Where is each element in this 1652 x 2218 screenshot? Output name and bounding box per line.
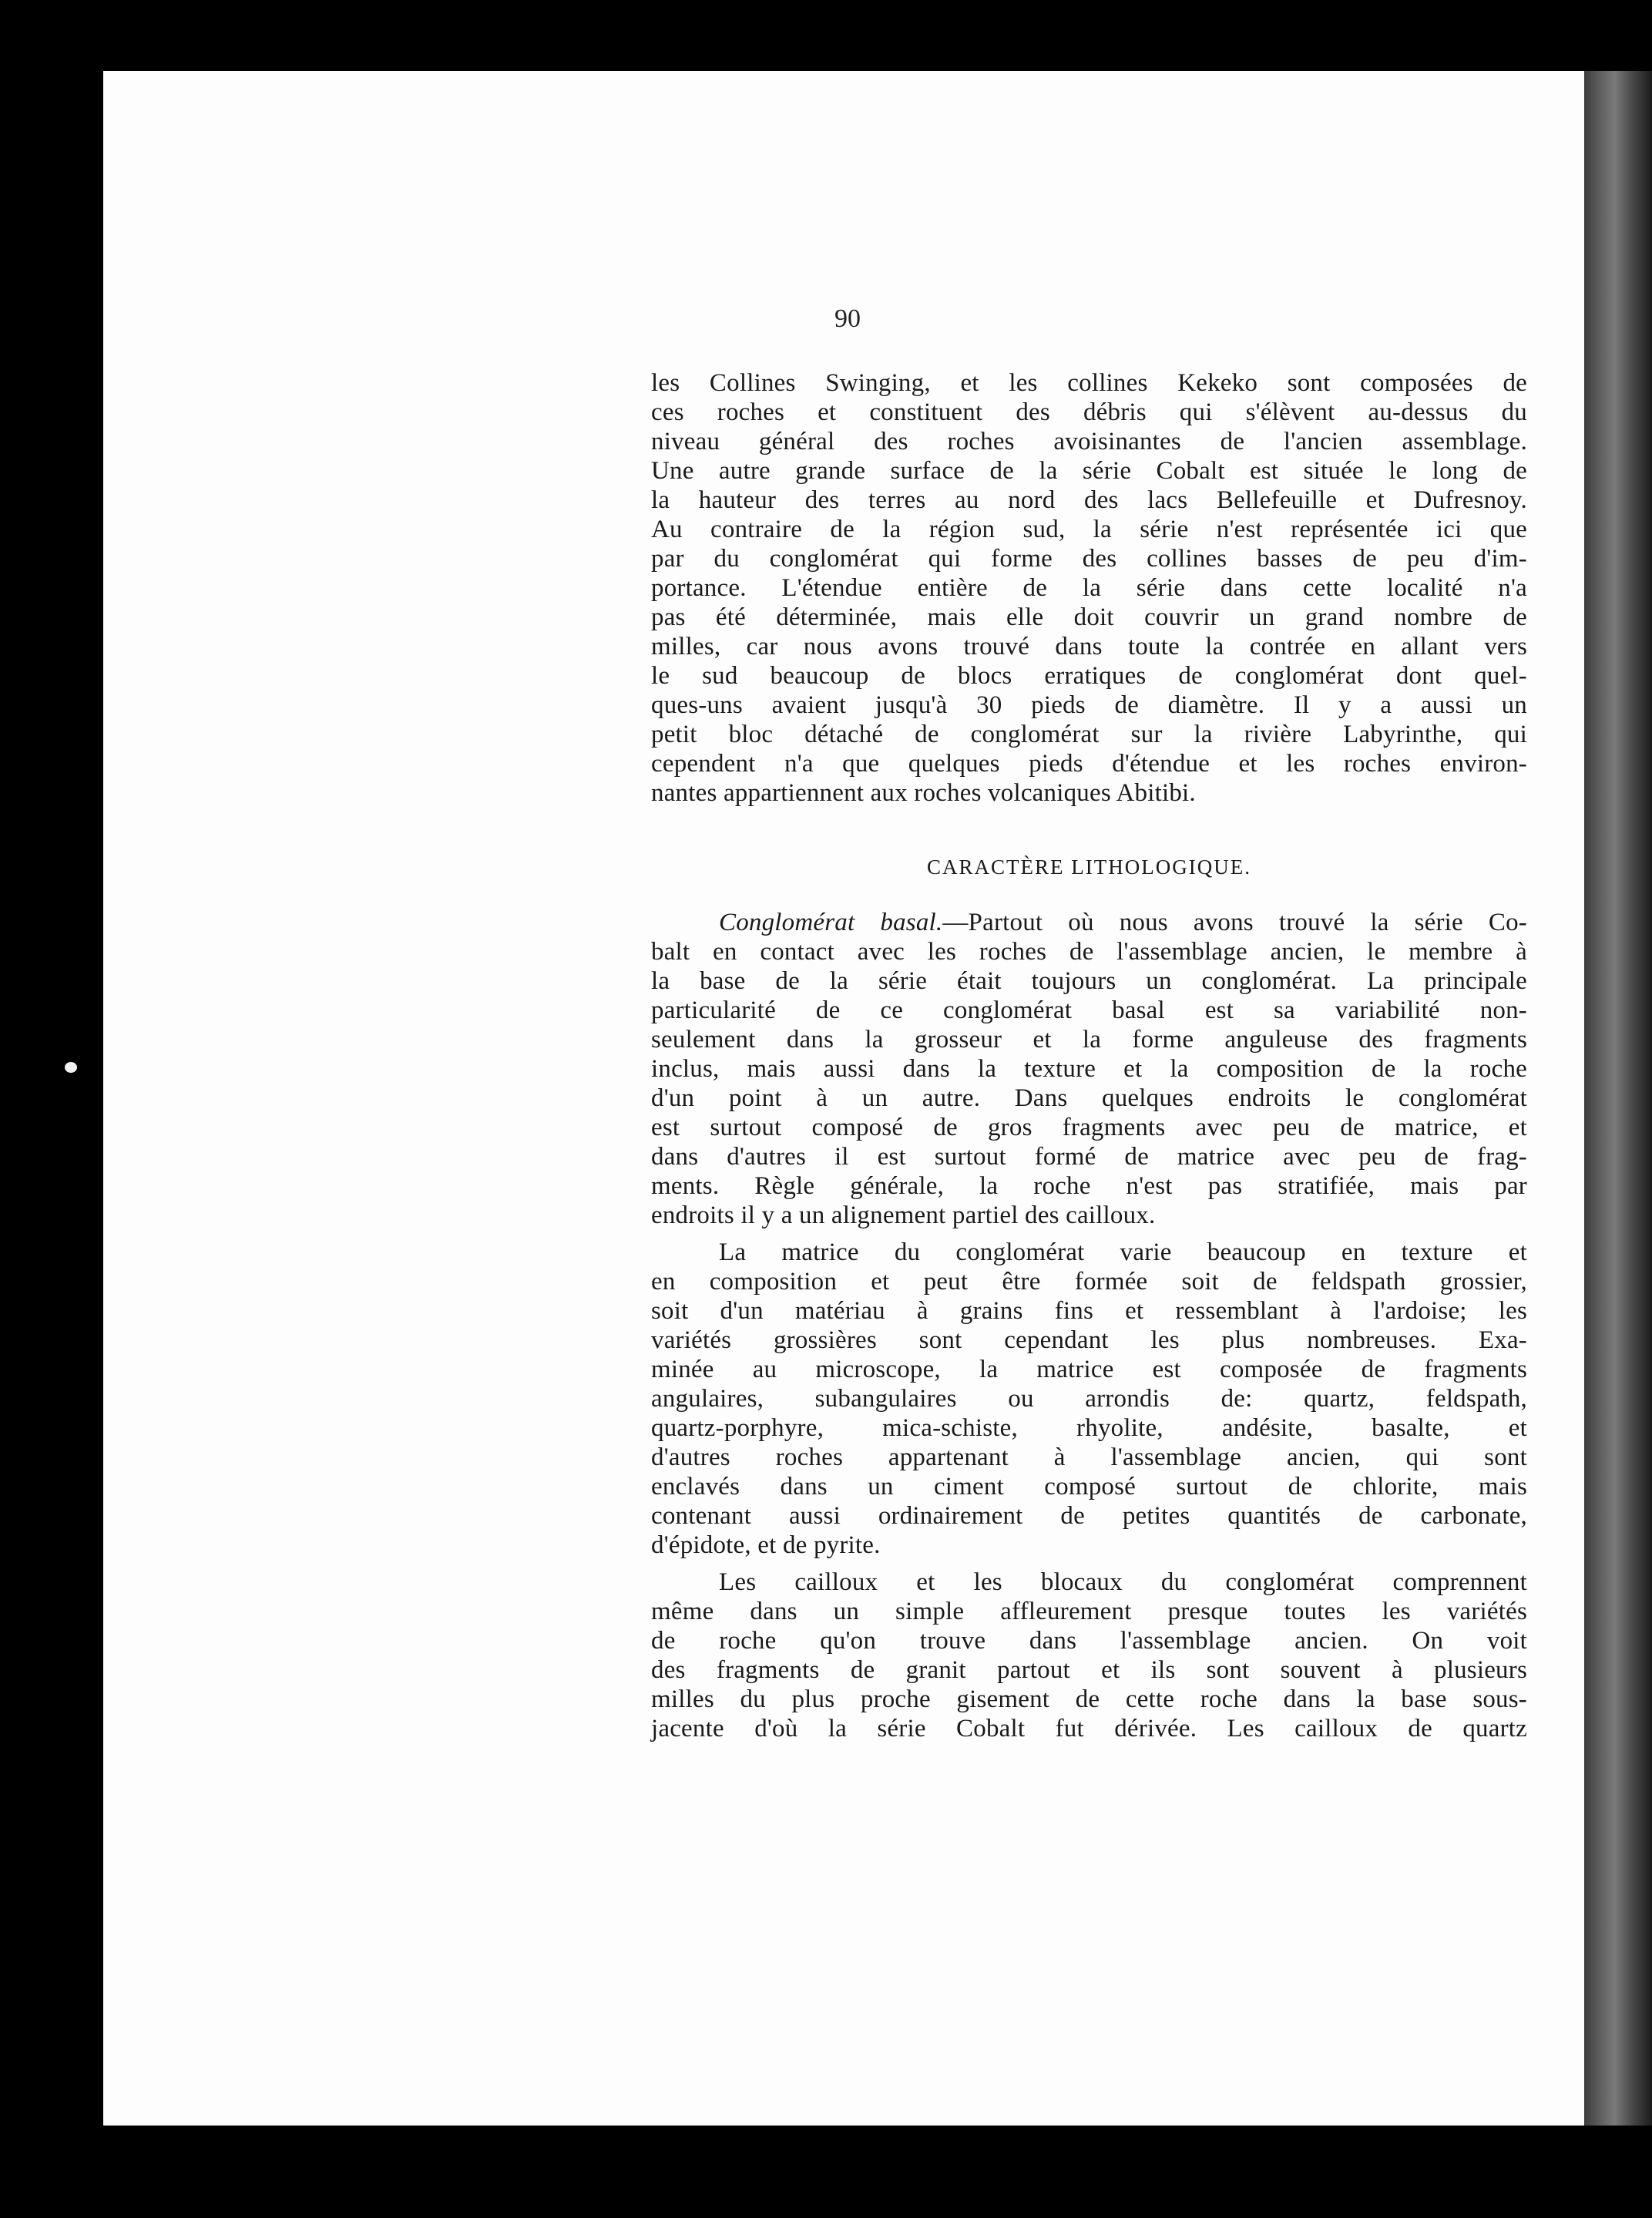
- text-line: milles, car nous avons trouvé dans toute la contrée en allant vers: [651, 633, 1527, 660]
- text-line: particularité de ce conglomérat basal est sa variabilité non-: [651, 996, 1527, 1024]
- text-line: petit bloc détaché de conglomérat sur la rivière Labyrinthe, qui: [651, 721, 1527, 748]
- text-line: inclus, mais aussi dans la texture et la composition de la roche: [651, 1055, 1527, 1083]
- text-line: pas été déterminée, mais elle doit couvrir un grand nombre de: [651, 603, 1527, 631]
- text-line: portance. L'étendue entière de la série dans cette localité n'a: [651, 574, 1527, 602]
- text-line: quartz-porphyre, mica-schiste, rhyolite, andésite, basalte, et: [651, 1414, 1527, 1442]
- text-line: Une autre grande surface de la série Cobalt est située le long de: [651, 457, 1527, 485]
- text-line: nantes appartiennent aux roches volcaniques Abitibi.: [651, 779, 1196, 807]
- dust-speck: [65, 1062, 77, 1073]
- text-line: d'épidote, et de pyrite.: [651, 1531, 881, 1559]
- text-line: ces roches et constituent des débris qui s'élèvent au-dessus du: [651, 398, 1527, 426]
- text-line: cependent n'a que quelques pieds d'étendue et les roches environ-: [651, 750, 1527, 778]
- text-line: niveau général des roches avoisinantes de l'ancien assemblage.: [651, 428, 1527, 455]
- italic-lead: Conglomérat basal.: [719, 909, 943, 936]
- text-line: angulaires, subangulaires ou arrondis de: quartz, feldspath,: [651, 1385, 1527, 1413]
- section-heading: CARACTÈRE LITHOLOGIQUE.: [927, 855, 1251, 879]
- text-line: [651, 908, 1527, 937]
- text-line: enclavés dans un ciment composé surtout de chlorite, mais: [651, 1473, 1527, 1501]
- text-line: contenant aussi ordinairement de petites quantités de carbonate,: [651, 1502, 1527, 1530]
- text-line: des fragments de granit partout et ils sont souvent à plusieurs: [651, 1656, 1527, 1684]
- text-line: même dans un simple affleurement presque toutes les variétés: [651, 1598, 1527, 1625]
- text-line: d'un point à un autre. Dans quelques endroits le conglomérat: [651, 1084, 1527, 1112]
- text-line: de roche qu'on trouve dans l'assemblage ancien. On voit: [651, 1627, 1527, 1655]
- text-line: endroits il y a un alignement partiel des cailloux.: [651, 1201, 1156, 1229]
- text-line: milles du plus proche gisement de cette roche dans la base sous-: [651, 1685, 1527, 1713]
- text-line: dans d'autres il est surtout formé de matrice avec peu de frag-: [651, 1143, 1527, 1171]
- page-edge-shadow: [1584, 71, 1652, 2126]
- lead-rest: —Partout où nous avons trouvé la série Co-: [942, 909, 1527, 936]
- text-line: ques-uns avaient jusqu'à 30 pieds de diamètre. Il y a aussi un: [651, 691, 1527, 719]
- text-line: Les cailloux et les blocaux du conglomérat comprennent: [719, 1568, 1527, 1596]
- text-line: soit d'un matériau à grains fins et ressemblant à l'ardoise; les: [651, 1297, 1527, 1325]
- text-line: balt en contact avec les roches de l'assemblage ancien, le membre à: [651, 938, 1527, 966]
- text-line: jacente d'où la série Cobalt fut dérivée. Les cailloux de quartz: [651, 1715, 1527, 1742]
- text-line: la hauteur des terres au nord des lacs Bellefeuille et Dufresnoy.: [651, 486, 1527, 514]
- text-line: Au contraire de la région sud, la série n'est représentée ici que: [651, 516, 1527, 543]
- text-line: La matrice du conglomérat varie beaucoup en texture et: [719, 1238, 1527, 1266]
- text-line: la base de la série était toujours un conglomérat. La principale: [651, 967, 1527, 995]
- page-number: 90: [834, 304, 861, 333]
- text-line: en composition et peut être formée soit de feldspath grossier,: [651, 1268, 1527, 1296]
- text-line: par du conglomérat qui forme des collines basses de peu d'im-: [651, 545, 1527, 573]
- text-line: le sud beaucoup de blocs erratiques de conglomérat dont quel-: [651, 662, 1527, 690]
- text-line: est surtout composé de gros fragments avec peu de matrice, et: [651, 1114, 1527, 1141]
- text-line: les Collines Swinging, et les collines Kekeko sont composées de: [651, 369, 1527, 397]
- text-line: d'autres roches appartenant à l'assemblage ancien, qui sont: [651, 1443, 1527, 1471]
- text-line: ments. Règle générale, la roche n'est pas stratifiée, mais par: [651, 1172, 1527, 1200]
- text-line: minée au microscope, la matrice est composée de fragments: [651, 1356, 1527, 1383]
- text-line: variétés grossières sont cependant les plus nombreuses. Exa-: [651, 1326, 1527, 1354]
- text-line: seulement dans la grosseur et la forme anguleuse des fragments: [651, 1026, 1527, 1054]
